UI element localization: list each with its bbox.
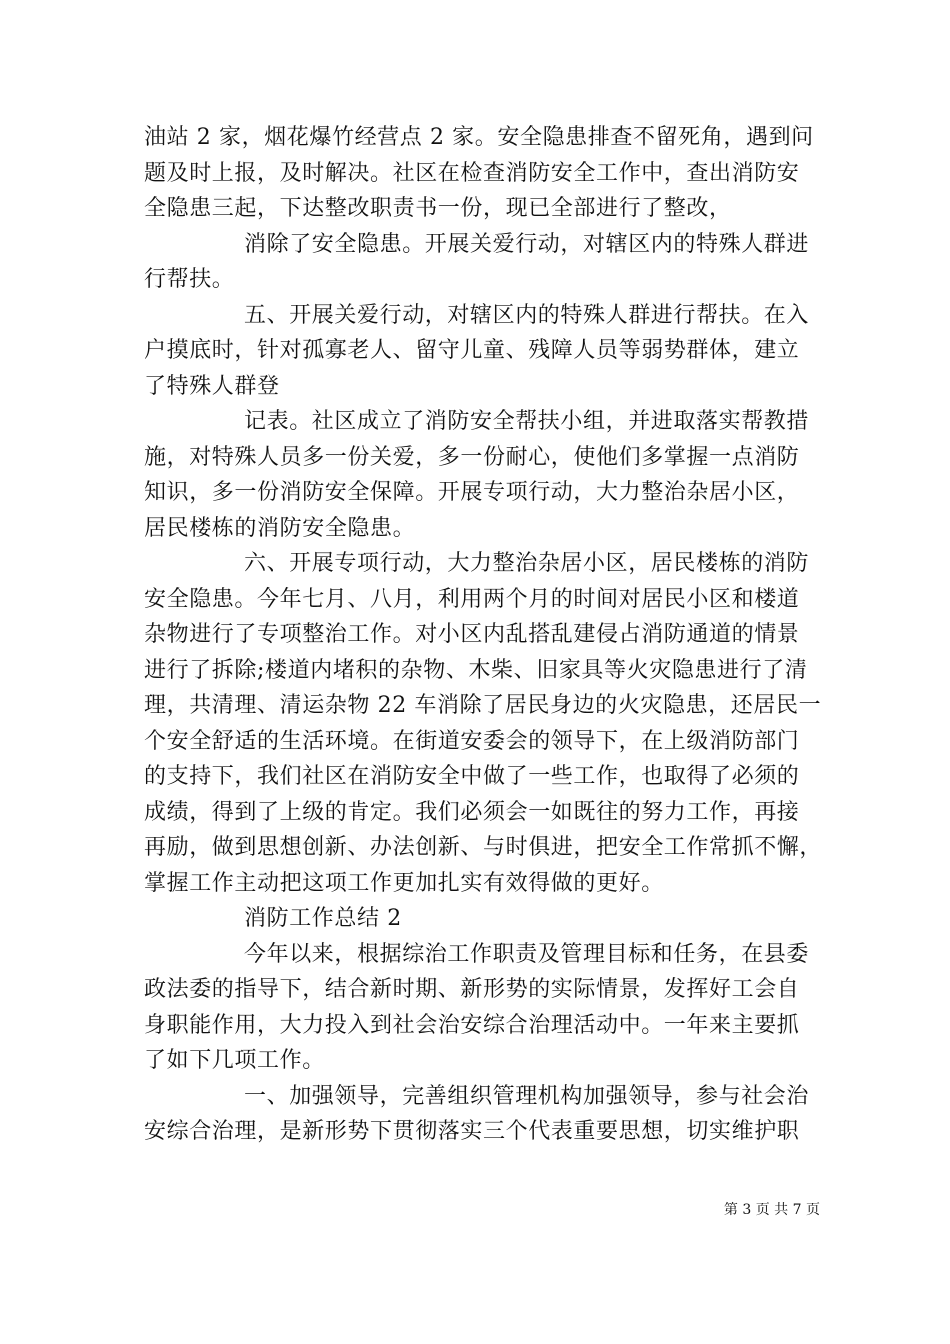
document-body (144, 120, 824, 1150)
text-line: 理，共清理、清运杂物 22 车消除了居民身边的火灾隐患，还居民一 (144, 693, 822, 718)
text-line: 杂物进行了专项整治工作。对小区内乱搭乱建侵占消防通道的情景 (144, 622, 800, 647)
text-line: 个安全舒适的生活环境。在街道安委会的领导下，在上级消防部门 (144, 728, 800, 754)
text-line: 掌握工作主动把这项工作更加扎实有效得做的更好。 (144, 870, 664, 896)
text-line: 一、加强领导，完善组织管理机构加强领导，参与社会治 (244, 1083, 810, 1109)
text-line: 居民楼栋的消防安全隐患。 (144, 515, 416, 541)
text-line: 消除了安全隐患。开展关爱行动，对辖区内的特殊人群进 (244, 231, 810, 257)
text-line: 的支持下，我们社区在消防安全中做了一些工作，也取得了必须的 (144, 764, 800, 789)
text-line: 记表。社区成立了消防安全帮扶小组，并进取落实帮教措 (244, 409, 810, 434)
text-line: 进行了拆除;楼道内堵积的杂物、木柴、旧家具等火灾隐患进行了清 (144, 657, 808, 683)
text-line: 安综合治理，是新形势下贯彻落实三个代表重要思想，切实维护职 (144, 1119, 800, 1144)
text-line: 了特殊人群登 (144, 373, 280, 399)
text-line: 身职能作用，大力投入到社会治安综合治理活动中。一年来主要抓 (144, 1012, 800, 1038)
text-line: 再励，做到思想创新、办法创新、与时俱进，把安全工作常抓不懈， (144, 835, 823, 860)
text-line: 今年以来，根据综治工作职责及管理目标和任务，在县委 (244, 941, 810, 967)
text-line: 油站 2 家，烟花爆竹经营点 2 家。安全隐患排查不留死角，遇到问 (144, 125, 814, 150)
text-line: 安全隐患。今年七月、八月，利用两个月的时间对居民小区和楼道 (144, 586, 800, 612)
text-line: 施，对特殊人员多一份关爱，多一份耐心，使他们多掌握一点消防 (144, 444, 800, 470)
text-line: 政法委的指导下，结合新时期、新形势的实际情景，发挥好工会自 (144, 977, 800, 1002)
text-line: 成绩，得到了上级的肯定。我们必须会一如既往的努力工作，再接 (144, 799, 800, 825)
text-line: 行帮扶。 (144, 267, 235, 292)
text-line: 六、开展专项行动，大力整治杂居小区，居民楼栋的消防 (244, 551, 810, 576)
text-line: 了如下几项工作。 (144, 1048, 325, 1073)
text-line: 题及时上报，及时解决。社区在检查消防安全工作中，查出消防安 (144, 160, 800, 186)
text-line: 知识，多一份消防安全保障。开展专项行动，大力整治杂居小区， (144, 480, 800, 505)
text-line: 五、开展关爱行动，对辖区内的特殊人群进行帮扶。在入 (244, 302, 810, 328)
page-number: 第 3 页 共 7 页 (723, 1202, 820, 1218)
section-heading: 消防工作总结 2 (244, 906, 402, 931)
text-line: 户摸底时，针对孤寡老人、留守儿童、残障人员等弱势群体，建立 (144, 338, 800, 363)
text-line: 全隐患三起，下达整改职责书一份，现已全部进行了整改， (144, 196, 732, 221)
